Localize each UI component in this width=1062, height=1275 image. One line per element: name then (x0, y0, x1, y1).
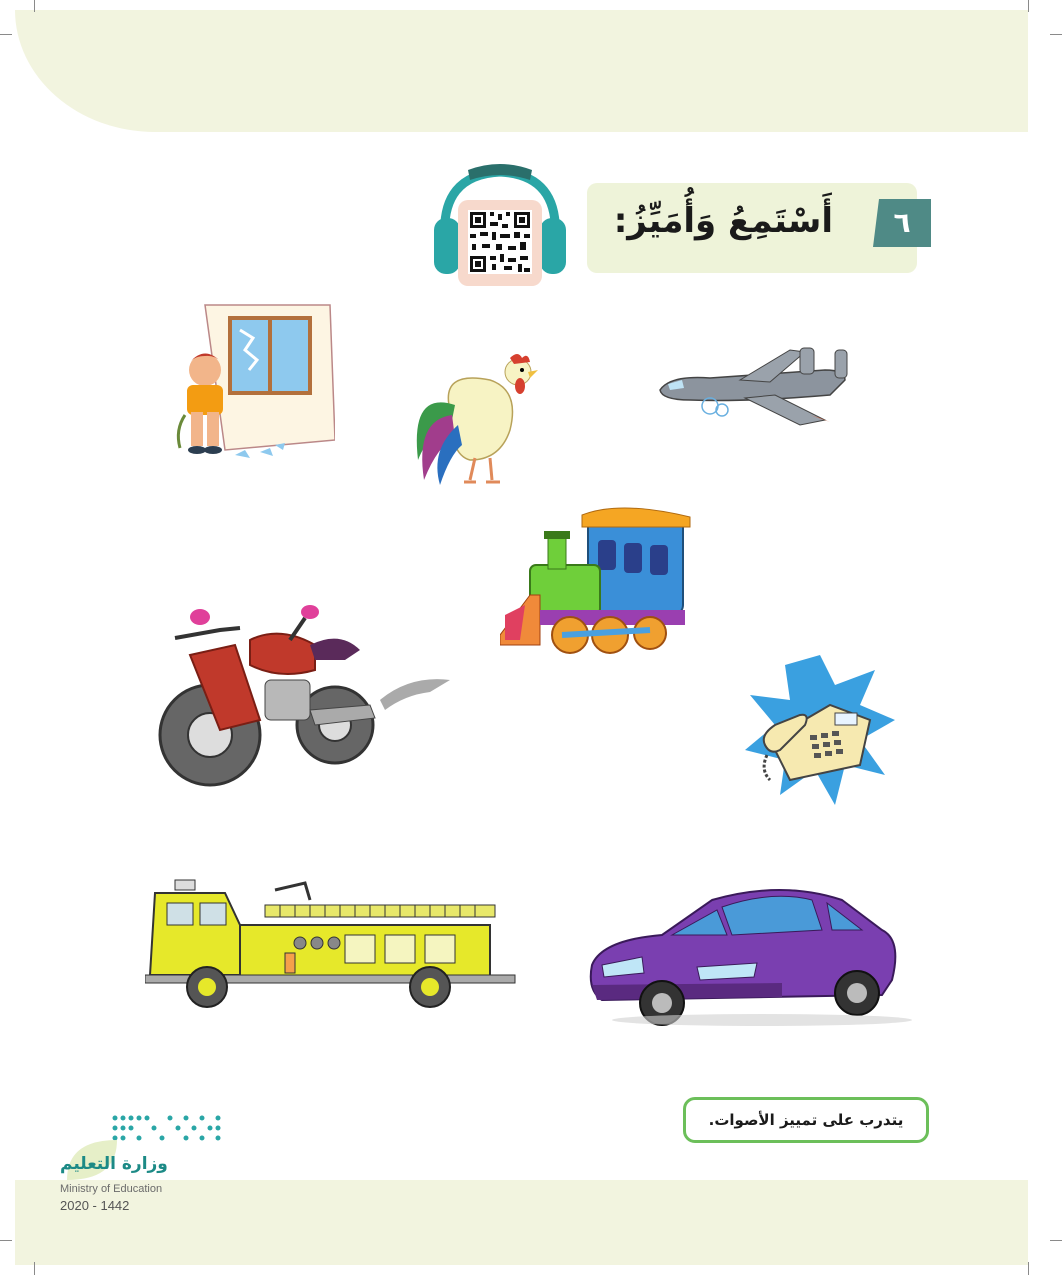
toy-train-icon (500, 505, 695, 660)
exercise-number: ٦ (893, 206, 911, 239)
crop-mark (1050, 1240, 1062, 1241)
exercise-title-box (587, 183, 917, 273)
exercise-number-badge (873, 199, 931, 247)
airplane-icon (650, 340, 860, 440)
crop-mark (0, 34, 12, 35)
crop-mark (1028, 0, 1029, 12)
ministry-name-en: Ministry of Education (60, 1183, 163, 1195)
crop-mark (0, 1240, 12, 1241)
objective-text: يتدرب على تمييز الأصوات. (708, 1111, 904, 1129)
crop-mark (1050, 34, 1062, 35)
exercise-title: أَسْتَمِعُ وَأُمَيِّزُ: (613, 201, 833, 241)
crop-mark (1028, 1262, 1029, 1275)
ringing-telephone-icon (745, 655, 895, 810)
car-icon (582, 885, 927, 1030)
boy-broken-window-icon (165, 300, 335, 470)
headphones-qr-icon[interactable] (430, 160, 570, 290)
ministry-name-ar: وزارة التعليم (60, 1154, 168, 1174)
motorcycle-icon (150, 600, 455, 790)
fire-truck-icon (145, 875, 520, 1010)
ministry-dots-logo-icon (110, 1112, 225, 1148)
top-decorative-band (15, 10, 1028, 132)
ministry-year: 2020 - 1442 (60, 1198, 130, 1213)
rooster-icon (410, 350, 540, 490)
bottom-decorative-band (15, 1180, 1028, 1265)
objective-note (683, 1097, 929, 1143)
crop-mark (34, 1262, 35, 1275)
crop-mark (34, 0, 35, 12)
